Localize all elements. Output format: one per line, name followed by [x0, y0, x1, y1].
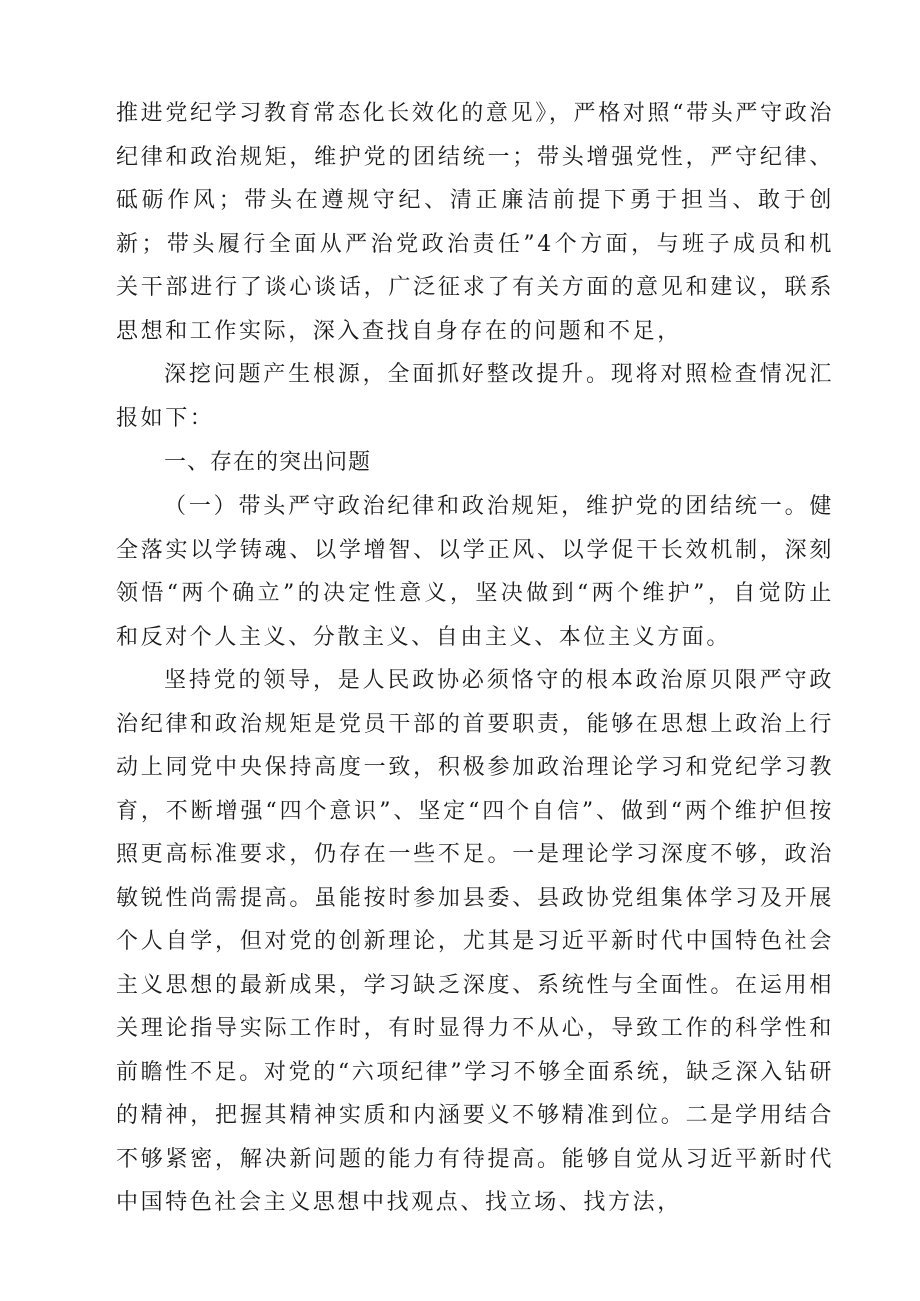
document-body [116, 92, 834, 1225]
paragraph-subsection-one: （一）带头严守政治纪律和政治规矩，维护党的团结统一。健全落实以学铸魂、以学增智、以学正风、以学促干长效机制，深刻领悟“两个确立”的决定性意义，坚决做到“两个维护”，自觉防止和反对个人主义、分散主义、自由主义、本位主义方面。 [116, 494, 834, 650]
paragraph-intro-continued: 推进党纪学习教育常态化长效化的意见》，严格对照“带头严守政治纪律和政治规矩，维护党的团结统一；带头增强党性，严守纪律、砥砺作风；带头在遵规守纪、清正廉洁前提下勇于担当、敢于创新；带头履行全面从严治党政治责任”4个方面，与班子成员和机关干部进行了谈心谈话，广泛征求了有关方面的意见和建议，联系思想和工作实际，深入查找自身存在的问题和不足， [116, 101, 834, 344]
section-heading: 一、存在的突出问题 [164, 450, 372, 475]
paragraph-report-lead: 深挖问题产生根源，全面抓好整改提升。现将对照检查情况汇报如下： [116, 362, 834, 431]
paragraph-party-leadership: 坚持党的领导，是人民政协必须恪守的根本政治原贝限严守政治纪律和政治规矩是党员干部的首要职责，能够在思想上政治上行动上同党中央保持高度一致，积极参加政治理论学习和党纪学习教育，不断增强“四个意识”、坚定“四个自信”、做到“两个维护但按照更高标准要求，仍存在一些不足。一是理论学习深度不够，政治敏锐性尚需提高。虽能按时参加县委、县政协党组集体学习及开展个人自学，但对党的创新理论，尤其是习近平新时代中国特色社会主义思想的最新成果，学习缺乏深度、系统性与全面性。在运用相关理论指导实际工作时，有时显得力不从心，导致工作的科学性和前瞻性不足。对党的“六项纪律”学习不够全面系统，缺乏深入钻研的精神，把握其精神实质和内涵要义不够精准到位。二是学用结合不够紧密，解决新问题的能力有待提高。能够自觉从习近平新时代中国特色社会主义思想中找观点、找立场、找方法， [116, 668, 834, 1215]
